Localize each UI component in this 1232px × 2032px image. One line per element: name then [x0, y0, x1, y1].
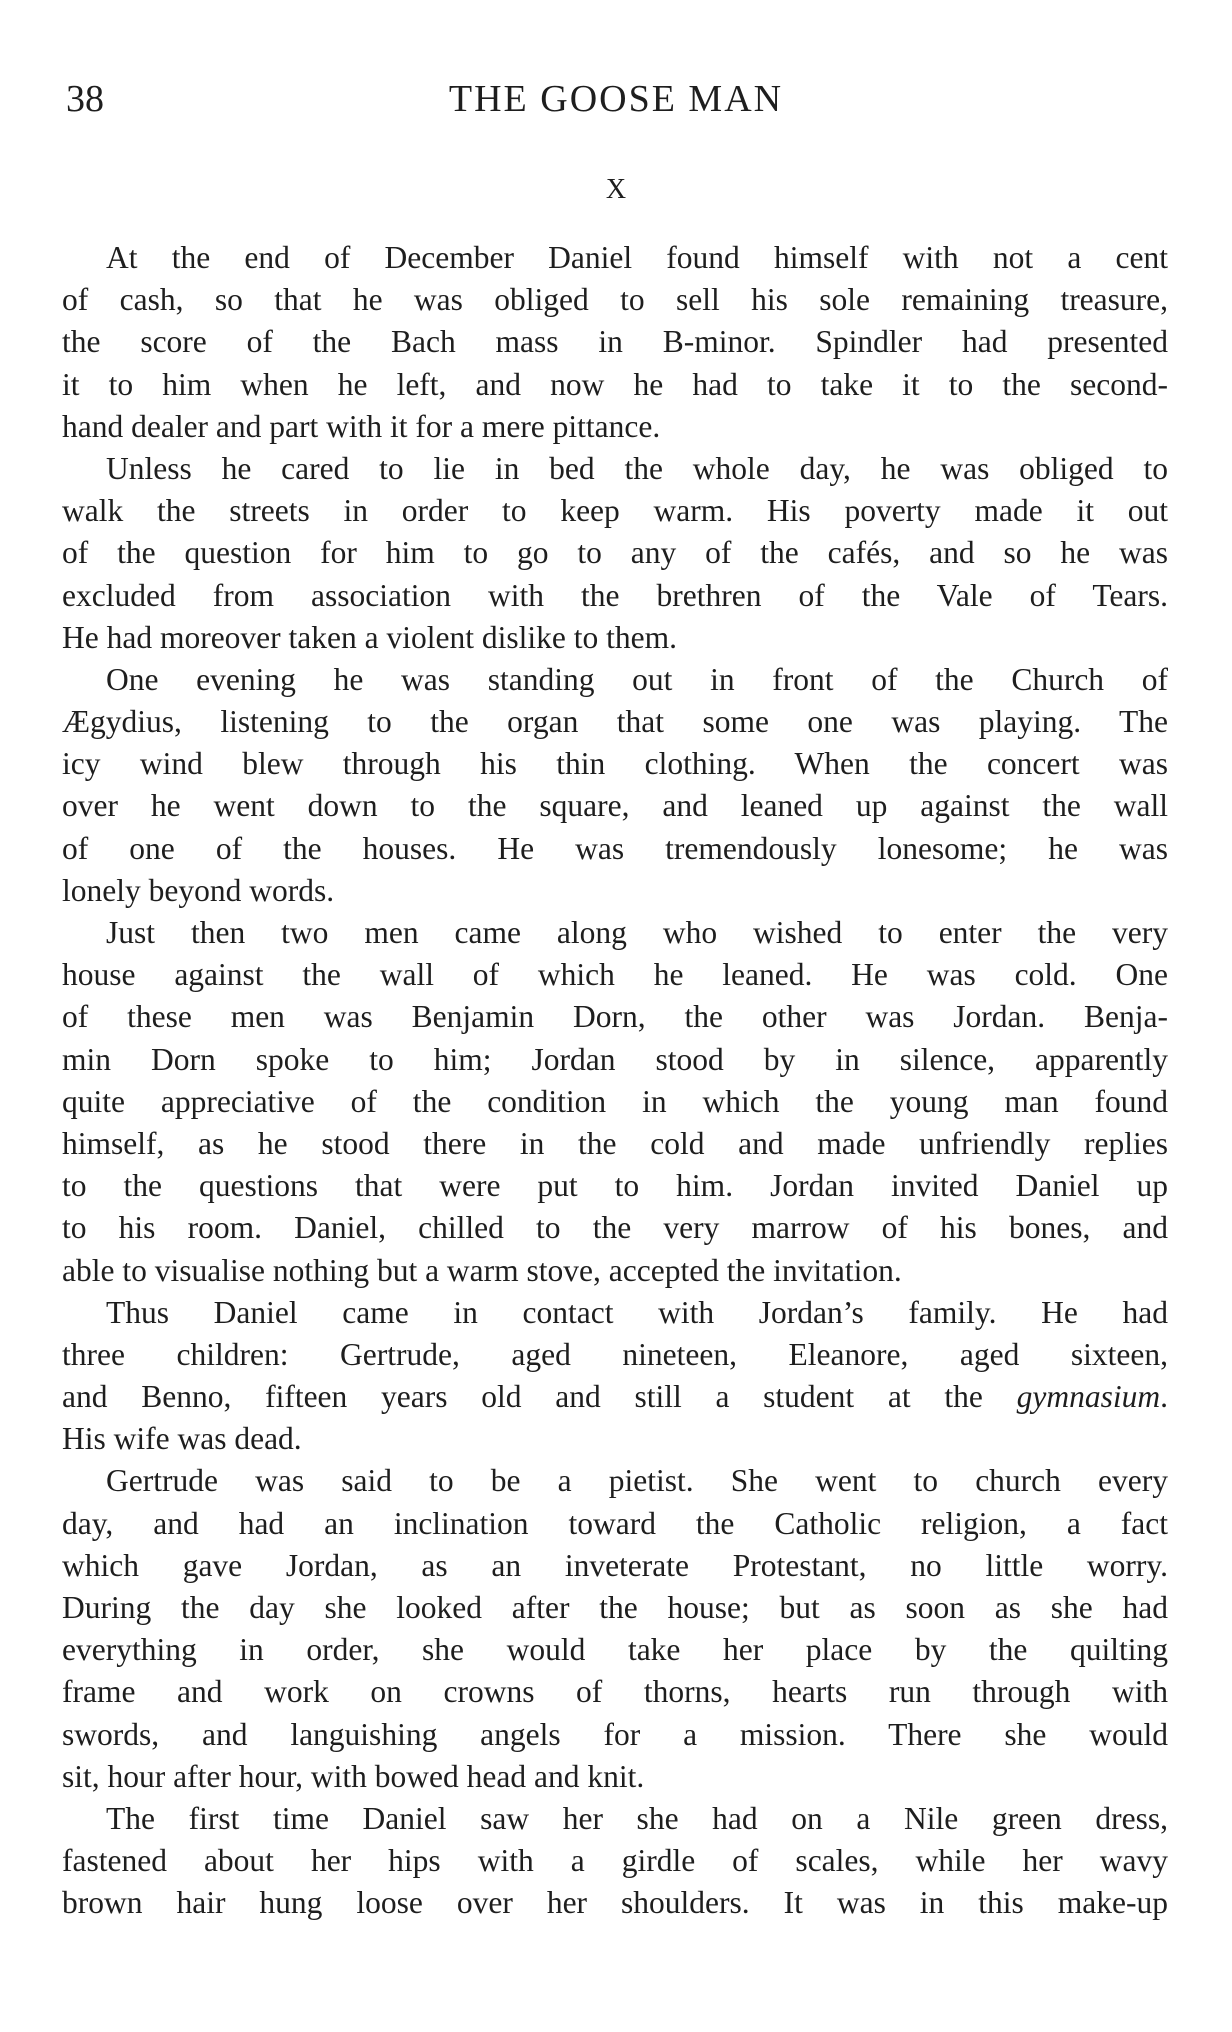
- paragraph-2: [62, 448, 1168, 659]
- paragraph-3: [62, 659, 1168, 912]
- text-line: hand dealer and part with it for a mere pittance.: [62, 408, 661, 444]
- text-line: lonely beyond words.: [62, 872, 335, 908]
- text-line: frame and work on crowns of thorns, hearts run through with: [62, 1674, 1168, 1710]
- text-line: to his room. Daniel, chilled to the very marrow of his bones, and: [62, 1210, 1168, 1246]
- page-number: 38: [66, 78, 104, 120]
- text-line: At the end of December Daniel found himself with not a cent: [106, 240, 1168, 275]
- text-line: His wife was dead.: [62, 1421, 302, 1457]
- paragraph-6: [62, 1460, 1168, 1798]
- text-segment: and Benno, fifteen years old and still a student at the: [62, 1379, 1017, 1415]
- text-line: The first time Daniel saw her she had on a Nile green dress,: [106, 1800, 1168, 1836]
- text-line: brown hair hung loose over her shoulders. It was in this make-up: [62, 1885, 1168, 1921]
- text-line: min Dorn spoke to him; Jordan stood by in silence, apparently: [62, 1041, 1168, 1077]
- paragraph-7: [62, 1798, 1168, 1925]
- text-line: During the day she looked after the house; but as soon as she had: [62, 1590, 1168, 1625]
- body-text: [62, 237, 1168, 1925]
- text-line: fastened about her hips with a girdle of scales, while her wavy: [62, 1843, 1168, 1879]
- text-line: Thus Daniel came in contact with Jordan’s family. He had: [106, 1294, 1168, 1330]
- text-line: over he went down to the square, and leaned up against the wall: [62, 788, 1168, 824]
- text-line-with-italic: [62, 1376, 1168, 1418]
- text-line: the score of the Bach mass in B-minor. Spindler had presented: [62, 324, 1168, 360]
- paragraph-4: [62, 912, 1168, 1292]
- chapter-number: X: [605, 174, 627, 205]
- text-line: He had moreover taken a violent dislike to them.: [62, 619, 677, 655]
- text-line: walk the streets in order to keep warm. His poverty made it out: [62, 493, 1168, 529]
- text-line: of one of the houses. He was tremendously lonesome; he was: [62, 830, 1168, 866]
- text-line: sit, hour after hour, with bowed head and knit.: [62, 1758, 645, 1794]
- text-line: of the question for him to go to any of the cafés, and so he was: [62, 535, 1168, 571]
- text-line: to the questions that were put to him. Jordan invited Daniel up: [62, 1168, 1168, 1204]
- text-line: which gave Jordan, as an inveterate Protestant, no little worry.: [62, 1547, 1168, 1583]
- text-line: house against the wall of which he leaned. He was cold. One: [62, 957, 1168, 993]
- paragraph-1: [62, 237, 1168, 448]
- text-line: three children: Gertrude, aged nineteen, Eleanore, aged sixteen,: [62, 1336, 1168, 1372]
- text-line: everything in order, she would take her place by the quilting: [62, 1632, 1168, 1668]
- text-line: Gertrude was said to be a pietist. She went to church every: [106, 1463, 1168, 1499]
- text-segment: .: [1160, 1379, 1168, 1415]
- text-line: himself, as he stood there in the cold and made unfriendly replies: [62, 1125, 1168, 1161]
- text-line: of these men was Benjamin Dorn, the other was Jordan. Benja-: [62, 999, 1168, 1035]
- text-line: of cash, so that he was obliged to sell his sole remaining treasure,: [62, 282, 1168, 318]
- italic-word: gymnasium: [1016, 1379, 1161, 1415]
- text-line: icy wind blew through his thin clothing. When the concert was: [62, 746, 1168, 782]
- paragraph-5: [62, 1292, 1168, 1461]
- text-line: it to him when he left, and now he had to take it to the second-: [62, 366, 1168, 402]
- text-line: Just then two men came along who wished to enter the very: [106, 915, 1168, 950]
- text-line: able to visualise nothing but a warm stove, accepted the invitation.: [62, 1252, 902, 1288]
- book-title: THE GOOSE MAN: [448, 78, 784, 120]
- text-line: Unless he cared to lie in bed the whole day, he was obliged to: [106, 450, 1168, 486]
- text-line: Ægydius, listening to the organ that some one was playing. The: [62, 704, 1168, 740]
- text-line: excluded from association with the brethren of the Vale of Tears.: [62, 577, 1168, 613]
- text-line: swords, and languishing angels for a mission. There she would: [62, 1716, 1168, 1752]
- text-line: quite appreciative of the condition in which the young man found: [62, 1083, 1168, 1119]
- text-line: One evening he was standing out in front of the Church of: [106, 661, 1168, 697]
- text-line: day, and had an inclination toward the Catholic religion, a fact: [62, 1505, 1168, 1541]
- running-head: [66, 74, 1166, 124]
